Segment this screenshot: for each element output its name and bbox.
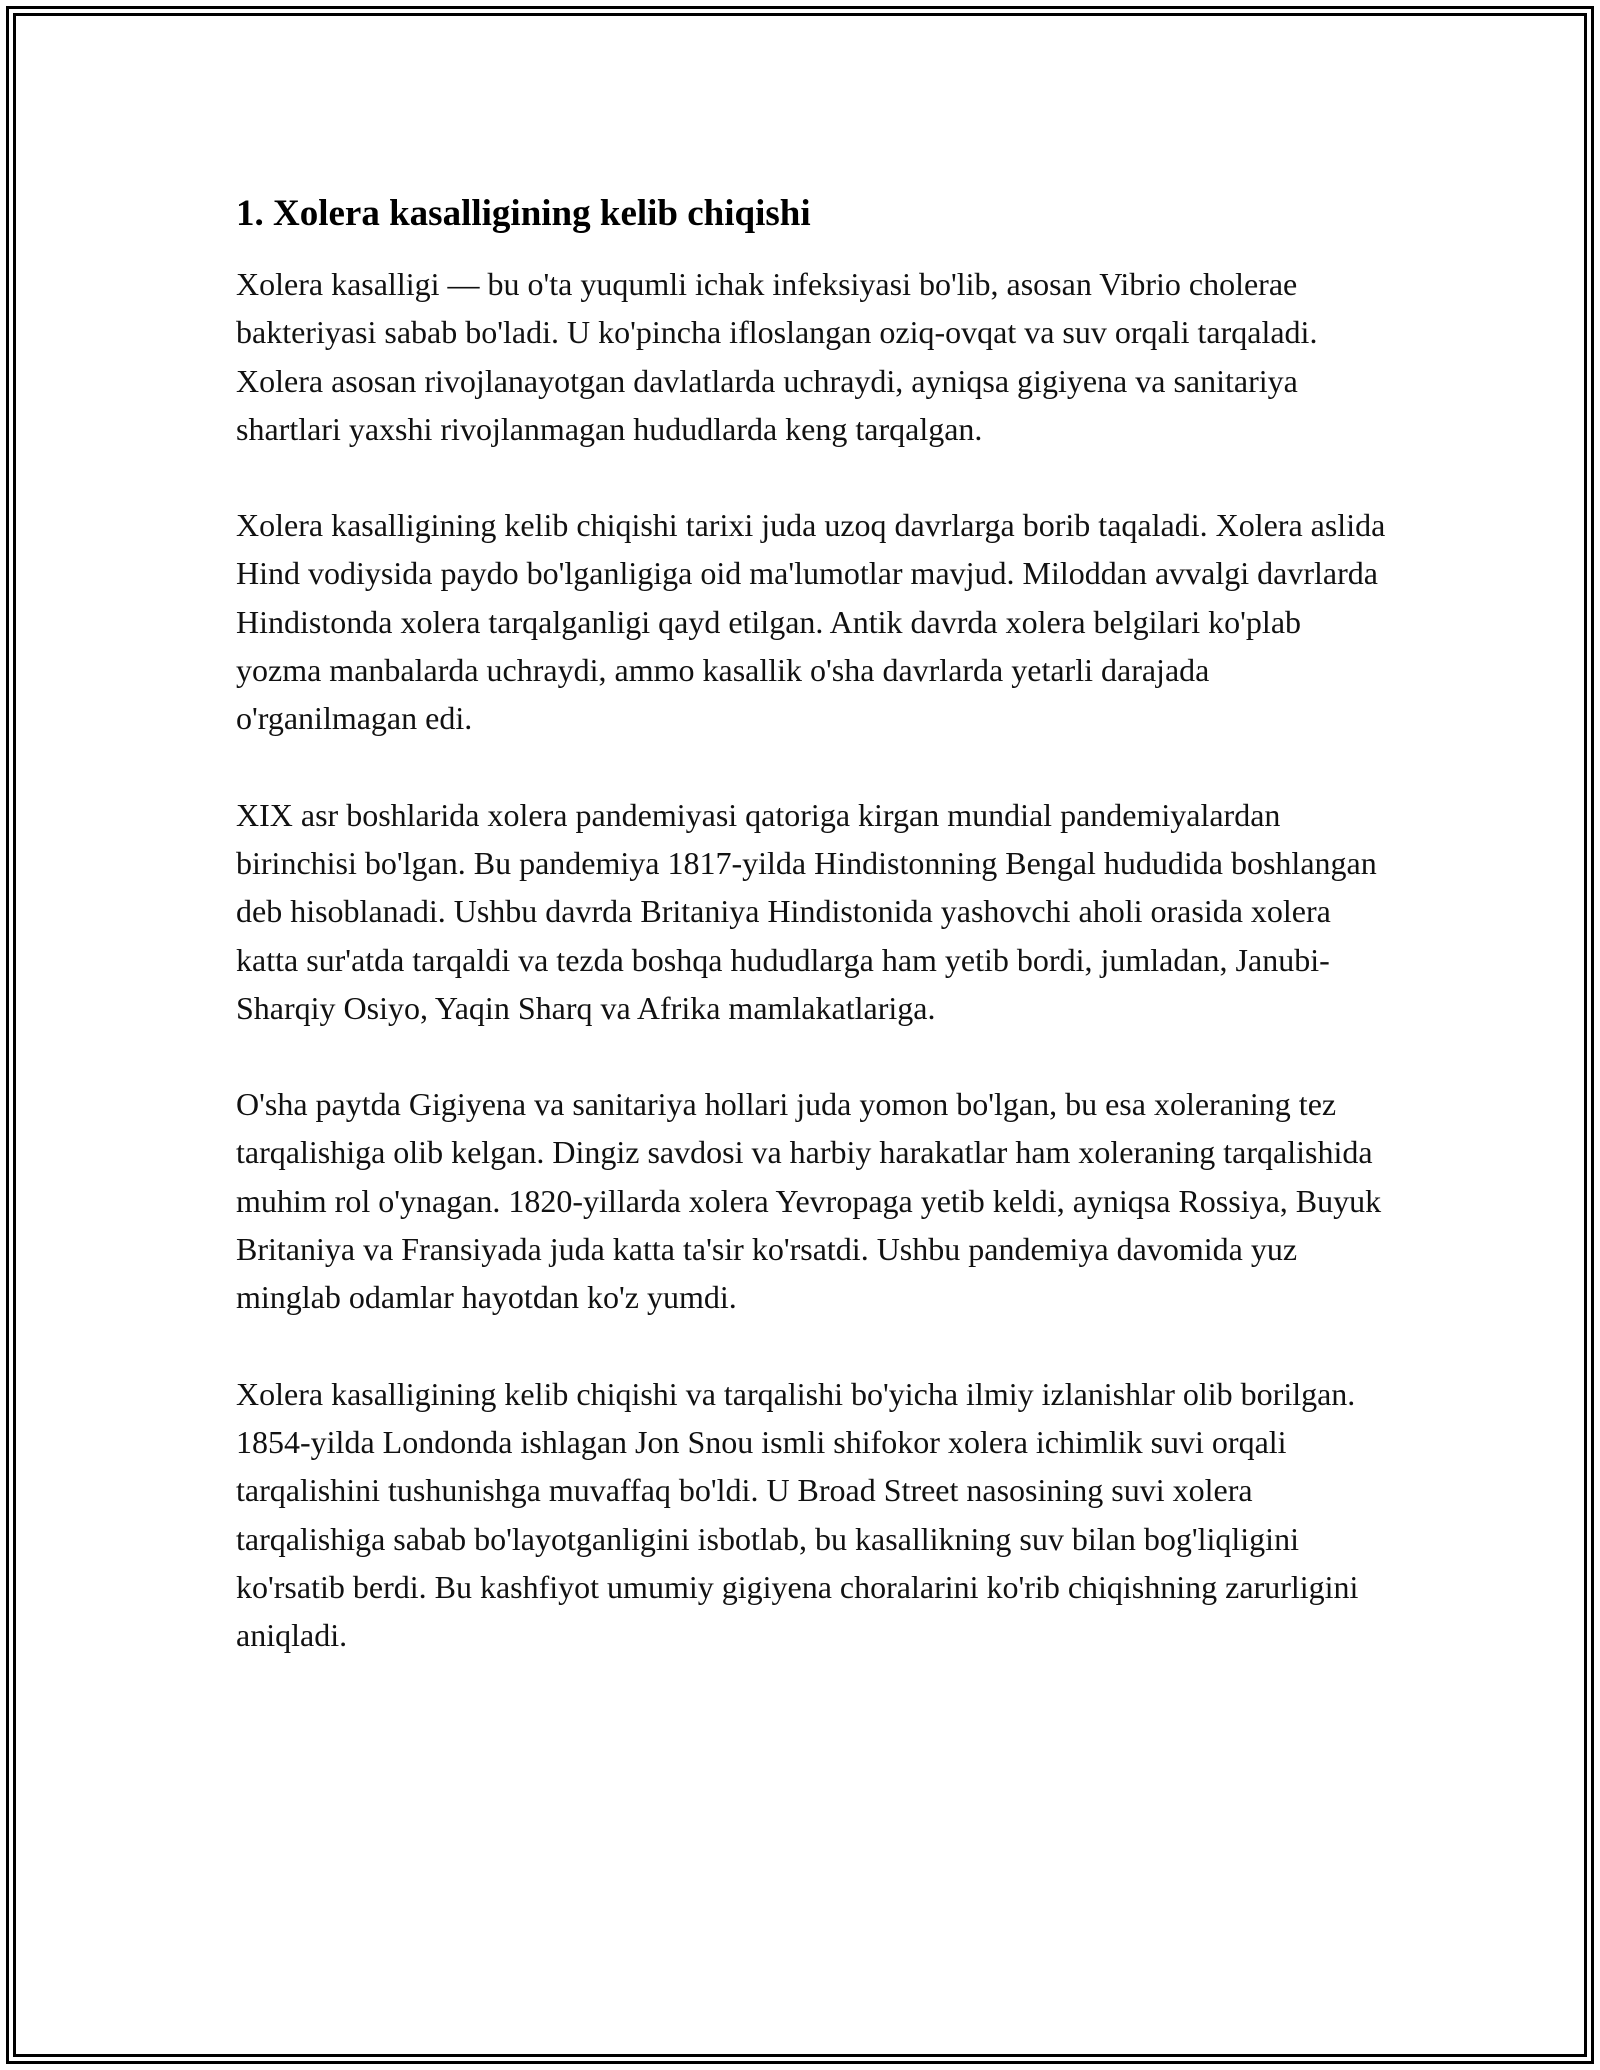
paragraph-pandemic: XIX asr boshlarida xolera pandemiyasi qatoriga kirgan mundial pandemiyalardan birinchisi bo'lgan. Bu pandemiya 1817-yilda Hindistonning Bengal hududida boshlangan deb hisoblanadi. Ushbu davrda Britaniya Hindistonida yashovchi aholi orasida xolera katta sur'atda tarqaldi va tezda boshqa hududlarga ham yetib bordi, jumladan, Janubi-Sharqiy Osiyo, Yaqin Sharq va Afrika mamlakatlariga. [236, 796, 1377, 1026]
paragraph-europe-spread: O'sha paytda Gigiyena va sanitariya hollari juda yomon bo'lgan, bu esa xoleraning tez tarqalishiga olib kelgan. Dingiz savdosi va harbiy harakatlar ham xoleraning tarqalishida muhim rol o'ynagan. 1820-yillarda xolera Yevropaga yetib keldi, ayniqsa Rossiya, Buyuk Britaniya va Fransiyada juda katta ta'sir ko'rsatdi. Ushbu pandemiya davomida yuz minglab odamlar hayotdan ko'z yumdi. [236, 1086, 1382, 1316]
paragraph-intro: Xolera kasalligi — bu o'ta yuqumli ichak infeksiyasi bo'lib, asosan Vibrio cholerae bakteriyasi sabab bo'ladi. U ko'pincha ifloslangan oziq-ovqat va suv orqali tarqaladi. Xolera asosan rivojlanayotgan davlatlarda uchraydi, ayniqsa gigiyena va sanitariya shartlari yaxshi rivojlanmagan hududlarda keng tarqalgan. [236, 266, 1318, 447]
section-heading: 1. Xolera kasalligining kelib chiqishi [236, 193, 811, 234]
paragraph-history: Xolera kasalligining kelib chiqishi tarixi juda uzoq davrlarga borib taqaladi. Xolera aslida Hind vodiysida paydo bo'lganligiga oid ma'lumotlar mavjud. Miloddan avvalgi davrlarda Hindistonda xolera tarqalganligi qayd etilgan. Antik davrda xolera belgilari ko'plab yozma manbalarda uchraydi, ammo kasallik o'sha davrlarda yetarli darajada o'rganilmagan edi. [236, 507, 1386, 737]
paragraph-research: Xolera kasalligining kelib chiqishi va tarqalishi bo'yicha ilmiy izlanishlar olib borilgan. 1854-yilda Londonda ishlagan Jon Snou ismli shifokor xolera ichimlik suvi orqali tarqalishini tushunishga muvaffaq bo'ldi. U Broad Street nasosining suvi xolera tarqalishiga sabab bo'layotganligini isbotlab, bu kasallikning suv bilan bog'liqligini ko'rsatib berdi. Bu kashfiyot umumiy gigiyena choralarini ko'rib chiqishning zarurligini aniqladi. [236, 1375, 1359, 1654]
document-body [236, 188, 1386, 1707]
